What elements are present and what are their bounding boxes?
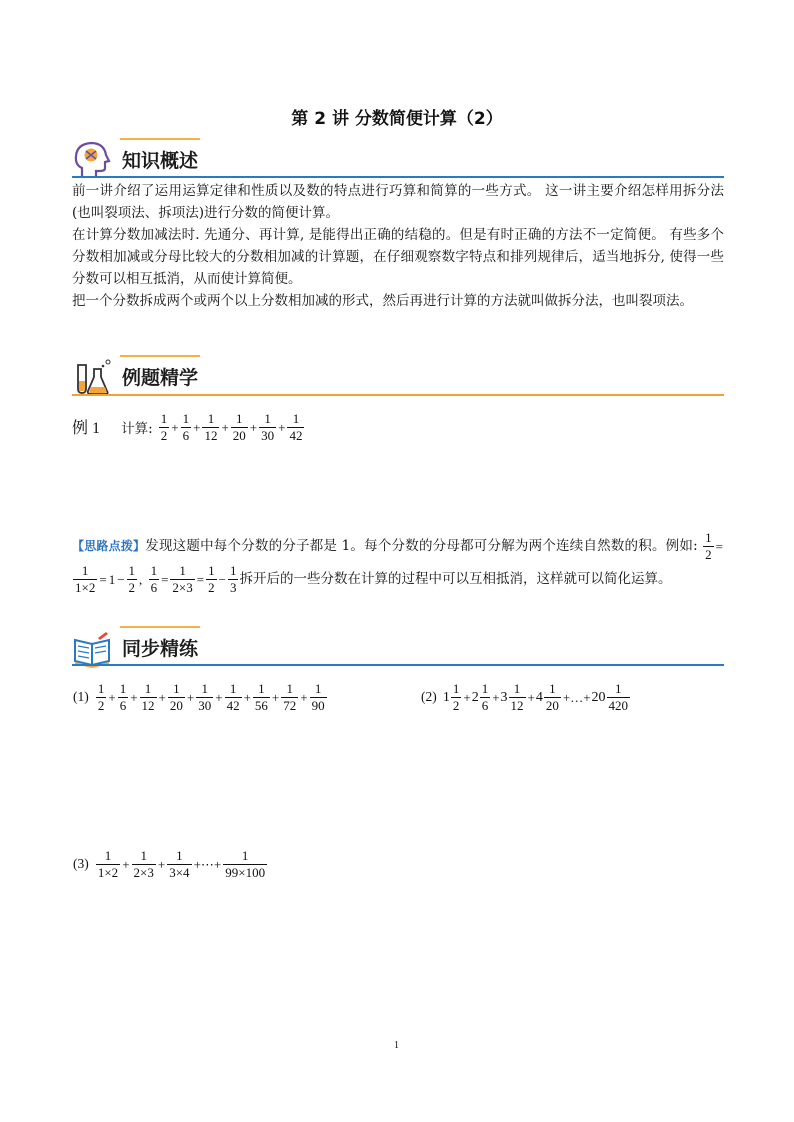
numerator: 1 bbox=[168, 681, 185, 698]
equals-sign: = bbox=[99, 571, 107, 587]
page-title: 第 2 讲 分数简便计算（2） bbox=[291, 109, 503, 129]
lab-flask-icon bbox=[72, 357, 114, 397]
operator: + bbox=[186, 689, 195, 705]
fraction bbox=[132, 848, 156, 881]
overview-paragraph: 把一个分数拆成两个或两个以上分数相加减的形式，然后再进行计算的方法就叫做拆分法，也叫裂项法。 bbox=[72, 293, 693, 309]
example-1 bbox=[72, 411, 305, 444]
equals-sign: = bbox=[196, 571, 205, 587]
numerator: 1 bbox=[96, 848, 120, 865]
denominator: 72 bbox=[283, 698, 297, 713]
hint-text: 发现这题中每个分数的分子都是 1。每个分数的分母都可分解为两个连续自然数的积。例如: bbox=[145, 538, 698, 554]
operator: + bbox=[193, 419, 201, 435]
equals-sign: = bbox=[161, 571, 169, 587]
whole-number: 2 bbox=[471, 689, 479, 705]
practice-problem-3 bbox=[72, 848, 268, 881]
denominator: 2 bbox=[452, 698, 460, 713]
example-prompt: 计算: bbox=[121, 420, 153, 437]
fraction bbox=[607, 681, 631, 714]
operator: +⋯+ bbox=[193, 856, 222, 872]
fraction bbox=[206, 563, 217, 596]
problem-label: (3) bbox=[73, 855, 89, 871]
whole-number: 3 bbox=[500, 689, 508, 705]
fraction bbox=[310, 681, 327, 714]
fraction bbox=[287, 411, 304, 444]
operator: + bbox=[221, 419, 229, 435]
operator: + bbox=[300, 689, 308, 705]
equals-sign: = bbox=[715, 538, 723, 554]
denominator: 3×4 bbox=[169, 865, 190, 880]
section-label: 知识概述 bbox=[122, 150, 199, 172]
numerator: 1 bbox=[225, 681, 242, 698]
fraction bbox=[480, 681, 491, 714]
fraction bbox=[228, 563, 239, 596]
header-accent-line bbox=[120, 626, 200, 628]
hint-tag: 【思路点拨】 bbox=[72, 539, 146, 553]
denominator: 12 bbox=[510, 698, 524, 713]
problem-expression bbox=[95, 681, 328, 713]
numerator: 1 bbox=[160, 411, 168, 426]
operator: + bbox=[249, 419, 258, 435]
denominator: 12 bbox=[141, 698, 155, 713]
section-divider bbox=[72, 176, 724, 178]
fraction bbox=[167, 848, 191, 881]
numerator: 1 bbox=[223, 848, 267, 865]
numerator: 1 bbox=[259, 411, 276, 428]
denominator: 2 bbox=[97, 698, 105, 713]
problem-label: (1) bbox=[73, 688, 89, 704]
section-header-examples bbox=[72, 355, 372, 399]
operator: + bbox=[243, 689, 251, 705]
section-divider bbox=[72, 664, 724, 666]
denominator: 56 bbox=[254, 698, 268, 713]
operator: + bbox=[122, 856, 130, 872]
section-label: 同步精练 bbox=[122, 638, 199, 660]
fraction bbox=[96, 848, 120, 881]
numerator: 1 bbox=[182, 411, 190, 426]
whole-number: 1 bbox=[442, 689, 450, 705]
denominator: 6 bbox=[119, 698, 127, 713]
denominator: 2 bbox=[208, 580, 215, 595]
numerator: 1 bbox=[481, 681, 489, 696]
number: 1 bbox=[108, 571, 116, 587]
minus-sign: − bbox=[117, 571, 125, 587]
denominator: 2×3 bbox=[133, 865, 154, 880]
whole-number: 4 bbox=[535, 689, 543, 705]
denominator: 6 bbox=[182, 428, 190, 443]
numerator: 1 bbox=[170, 563, 194, 580]
numerator: 1 bbox=[253, 681, 270, 698]
denominator: 1×2 bbox=[75, 580, 96, 595]
numerator: 1 bbox=[128, 563, 136, 578]
denominator: 20 bbox=[545, 698, 559, 713]
fraction bbox=[140, 681, 157, 714]
fraction bbox=[196, 681, 213, 714]
fraction bbox=[168, 681, 185, 714]
denominator: 420 bbox=[608, 698, 629, 713]
example-label: 例 1 bbox=[72, 420, 101, 438]
operator: +…+ bbox=[562, 689, 591, 705]
example-expression bbox=[158, 411, 306, 443]
problem-label: (2) bbox=[421, 688, 437, 704]
section-label: 例题精学 bbox=[122, 367, 199, 389]
fraction bbox=[170, 563, 194, 596]
numerator: 1 bbox=[132, 848, 156, 865]
operator: + bbox=[158, 689, 166, 705]
denominator: 99×100 bbox=[225, 865, 266, 880]
numerator: 1 bbox=[281, 681, 298, 698]
denominator: 2 bbox=[128, 580, 136, 595]
minus-sign: − bbox=[218, 571, 226, 587]
practice-problem-2 bbox=[420, 681, 631, 714]
operator: + bbox=[463, 689, 471, 705]
numerator: 1 bbox=[97, 681, 105, 696]
numerator: 1 bbox=[310, 681, 327, 698]
operator: + bbox=[108, 689, 116, 705]
denominator: 3 bbox=[229, 580, 237, 595]
fraction bbox=[281, 681, 298, 714]
section-divider bbox=[72, 394, 724, 396]
problem-expression bbox=[442, 681, 631, 713]
numerator: 1 bbox=[140, 681, 157, 698]
whole-number: 20 bbox=[591, 689, 606, 705]
hint-text: 拆开后的一些分数在计算的过程中可以互相抵消，这样就可以简化运算。 bbox=[239, 571, 672, 587]
denominator: 6 bbox=[481, 698, 489, 713]
denominator: 30 bbox=[198, 698, 212, 713]
fraction bbox=[181, 411, 192, 444]
denominator: 12 bbox=[204, 428, 218, 443]
fraction bbox=[451, 681, 462, 714]
numerator: 1 bbox=[150, 563, 158, 578]
numerator: 1 bbox=[287, 411, 304, 428]
numerator: 1 bbox=[196, 681, 213, 698]
numerator: 1 bbox=[229, 563, 237, 578]
operator: + bbox=[215, 689, 223, 705]
denominator: 42 bbox=[226, 698, 240, 713]
denominator: 2 bbox=[705, 547, 712, 562]
fraction bbox=[231, 411, 248, 444]
fraction bbox=[509, 681, 526, 714]
operator: + bbox=[130, 689, 138, 705]
fraction bbox=[118, 681, 129, 714]
fraction bbox=[253, 681, 270, 714]
denominator: 1×2 bbox=[97, 865, 119, 880]
overview-text bbox=[72, 180, 724, 312]
header-accent-line bbox=[120, 355, 200, 357]
overview-paragraph: 在计算分数加减法时. 先通分、再计算, 是能得出正确的结稳的。但是有时正确的方法不一定简便。 有些多个分数相加减或分母比较大的分数相加减的计算题，在仔细观察数字特点和排列规律后，适当地拆分, 使得一些分数可以相互抵消，从而使计算简便。 bbox=[72, 227, 724, 287]
numerator: 1 bbox=[705, 530, 712, 545]
denominator: 2 bbox=[160, 428, 168, 443]
numerator: 1 bbox=[119, 681, 127, 696]
hint-block bbox=[72, 530, 724, 596]
fraction bbox=[73, 563, 97, 596]
page-number: 1 bbox=[394, 1040, 399, 1051]
numerator: 1 bbox=[544, 681, 561, 698]
operator: + bbox=[271, 689, 280, 705]
denominator: 2×3 bbox=[172, 580, 193, 595]
fraction bbox=[127, 563, 138, 596]
denominator: 20 bbox=[169, 698, 183, 713]
practice-problem-1 bbox=[72, 681, 328, 714]
operator: + bbox=[527, 689, 535, 705]
fraction bbox=[544, 681, 561, 714]
numerator: 1 bbox=[452, 681, 460, 696]
denominator: 90 bbox=[311, 698, 325, 713]
operator: + bbox=[492, 689, 500, 705]
comma: , bbox=[139, 571, 143, 587]
fraction bbox=[159, 411, 170, 444]
numerator: 1 bbox=[202, 411, 219, 428]
open-book-icon bbox=[72, 628, 114, 668]
denominator: 6 bbox=[150, 580, 158, 595]
denominator: 30 bbox=[261, 428, 275, 443]
numerator: 1 bbox=[231, 411, 248, 428]
fraction bbox=[223, 848, 267, 881]
operator: + bbox=[157, 856, 166, 872]
operator: + bbox=[171, 419, 179, 435]
operator: + bbox=[278, 419, 286, 435]
fraction bbox=[259, 411, 276, 444]
fraction bbox=[202, 411, 219, 444]
numerator: 1 bbox=[73, 563, 97, 580]
fraction bbox=[703, 530, 714, 563]
brain-head-icon bbox=[72, 140, 114, 180]
denominator: 42 bbox=[289, 428, 303, 443]
numerator: 1 bbox=[509, 681, 526, 698]
numerator: 1 bbox=[208, 563, 215, 578]
numerator: 1 bbox=[607, 681, 631, 698]
fraction bbox=[96, 681, 107, 714]
denominator: 20 bbox=[232, 428, 246, 443]
header-accent-line bbox=[120, 138, 200, 140]
fraction bbox=[149, 563, 160, 596]
overview-paragraph: 前一讲介绍了运用运算定律和性质以及数的特点进行巧算和简算的一些方式。 这一讲主要介绍怎样用拆分法(也叫裂项法、拆项法)进行分数的简便计算。 bbox=[72, 183, 724, 221]
numerator: 1 bbox=[167, 848, 191, 865]
fraction bbox=[225, 681, 242, 714]
